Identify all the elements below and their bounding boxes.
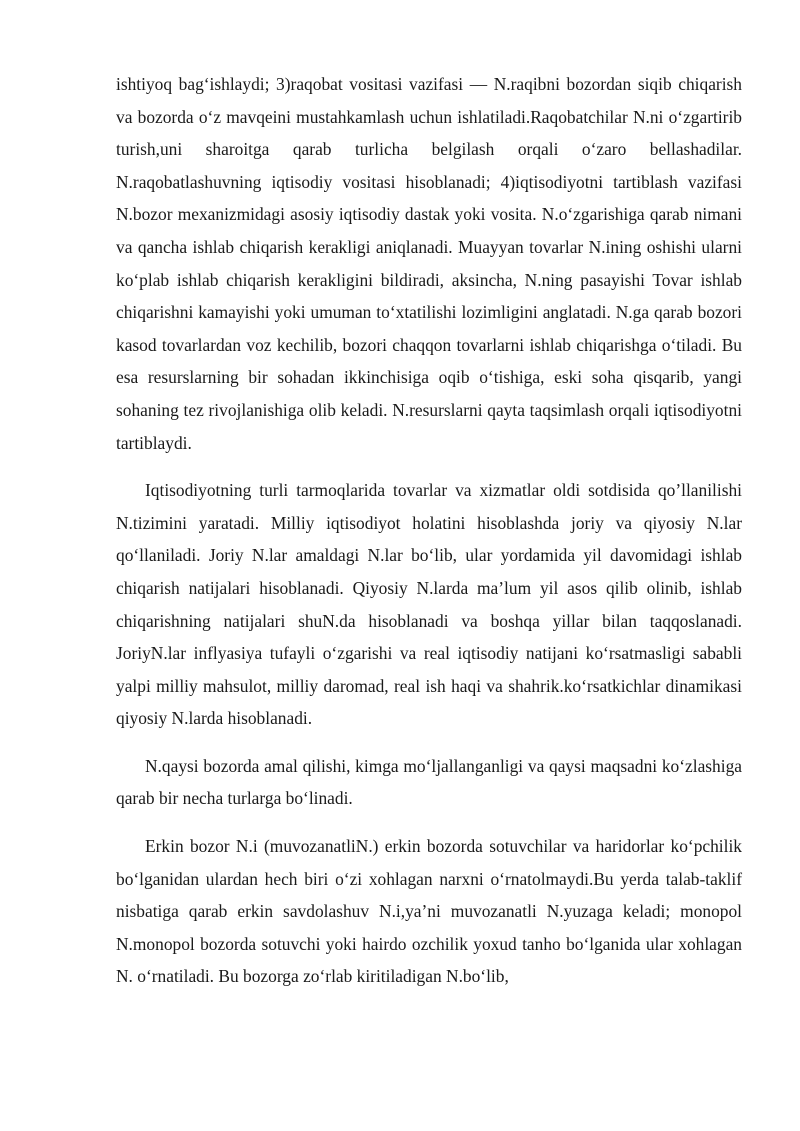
- paragraph-continued: ishtiyoq bag‘ishlaydi; 3)raqobat vositasi vazifasi — N.raqibni bozordan siqib chiqarish va bozorda o‘z mavqeini mustahkamlash uchun ishlatiladi.Raqobatchilar N.ni o‘zgartirib turish,uni sharoitga qarab turlicha belgilash orqali o‘zaro bellashadilar. N.raqobatlashuvning iqtisodiy vositasi hisoblanadi; 4)iqtisodiyotni tartiblash vazifasi N.bozor mexanizmidagi asosiy iqtisodiy dastak yoki vosita. N.o‘zgarishiga qarab nimani va qancha ishlab chiqarish kerakligi aniqlanadi. Muayyan tovarlar N.ining oshishi ularni ko‘plab ishlab chiqarish kerakligini bildiradi, aksincha, N.ning pasayishi Tovar ishlab chiqarishni kamayishi yoki umuman to‘xtatilishi lozimligini anglatadi. N.ga qarab bozori kasod tovarlardan voz kechilib, bozori chaqqon tovarlarni ishlab chiqarishga o‘tiladi. Bu esa resurslarning bir sohadan ikkinchisiga oqib o‘tishiga, eski soha qisqarib, yangi sohaning tez rivojlanishiga olib keladi. N.resurslarni qayta taqsimlash orqali iqtisodiyotni tartiblaydi.: [116, 74, 742, 453]
- paragraph-price-system: Iqtisodiyotning turli tarmoqlarida tovarlar va xizmatlar oldi sotdisida qo’llanilishi N.tizimini yaratadi. Milliy iqtisodiyot holatini hisoblashda joriy va qiyosiy N.lar qo‘llaniladi. Joriy N.lar amaldagi N.lar bo‘lib, ular yordamida yil davomidagi ishlab chiqarish natijalari hisoblanadi. Qiyosiy N.larda ma’lum yil asos qilib olinib, ishlab chiqarishning natijalari shuN.da hisoblanadi va boshqa yillar bilan taqqoslanadi. JoriyN.lar inflyasiya tufayli o‘zgarishi va real iqtisodiy natijani ko‘rsatmasligi sababli yalpi milliy mahsulot, milliy daromad, real ish haqi va shahrik.ko‘rsatkichlar dinamikasi qiyosiy N.larda hisoblanadi.: [116, 480, 742, 729]
- paragraph-free-market-price: Erkin bozor N.i (muvozanatliN.) erkin bozorda sotuvchilar va haridorlar ko‘pchilik bo‘lganidan ulardan hech biri o‘zi xohlagan narxni o‘rnatolmaydi.Bu yerda talab-taklif nisbatiga qarab erkin savdolashuv N.i,ya’ni muvozanatli N.yuzaga keladi; monopol N.monopol bozorda sotuvchi yoki hairdo ozchilik yoxud tanho bo‘lganida ular xohlagan N. o‘rnatiladi. Bu bozorga zo‘rlab kiritiladigan N.bo‘lib,: [116, 836, 742, 987]
- paragraph-price-types: N.qaysi bozorda amal qilishi, kimga mo‘ljallanganligi va qaysi maqsadni ko‘zlashiga qarab bir necha turlarga bo‘linadi.: [116, 755, 742, 809]
- document-page: [116, 68, 742, 993]
